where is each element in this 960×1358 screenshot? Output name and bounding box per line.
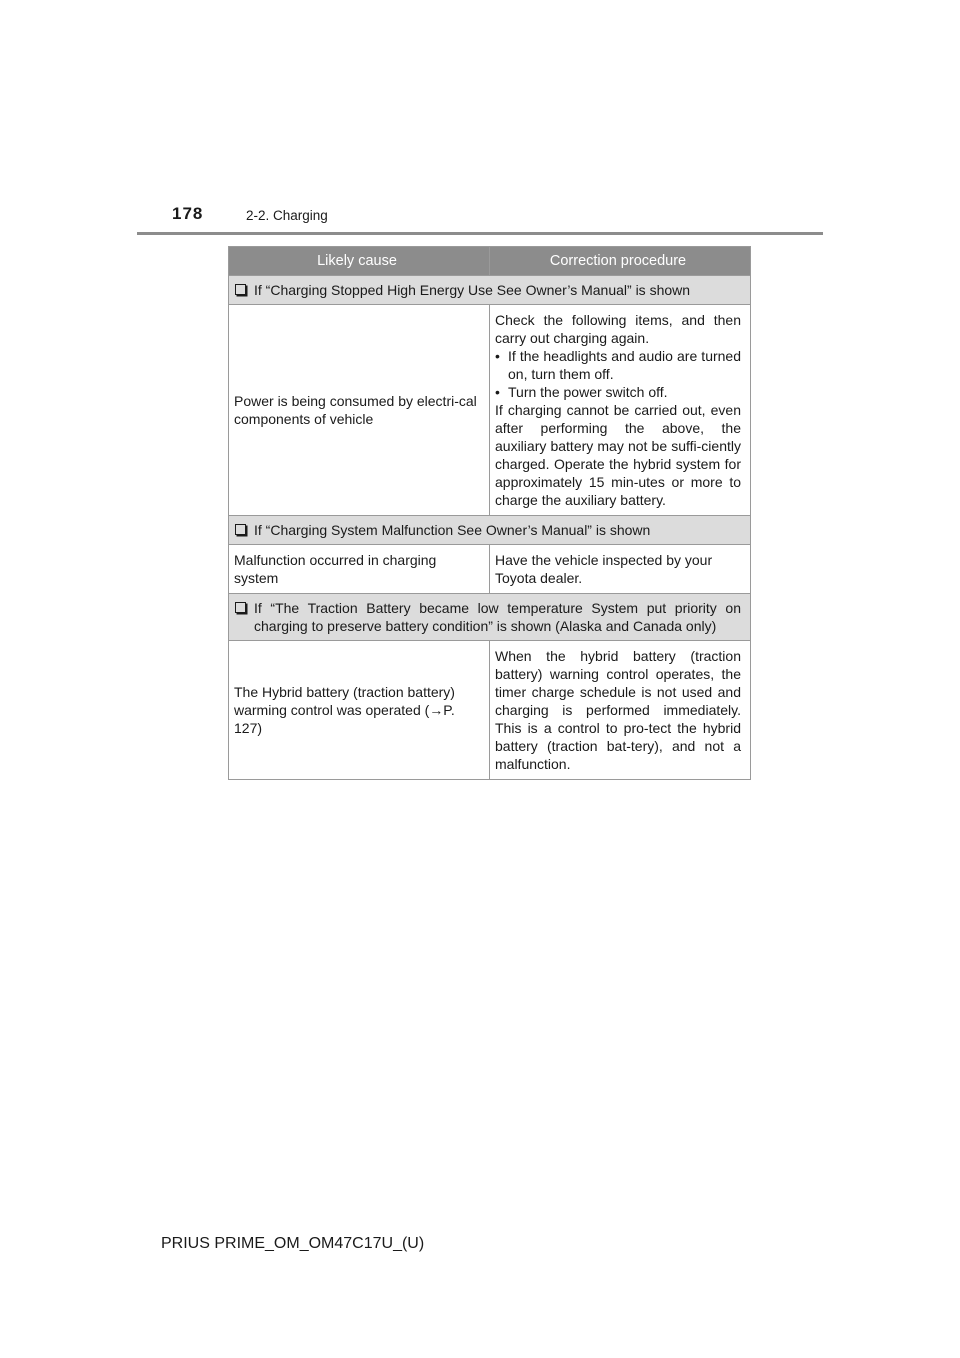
procedure-bullet bbox=[495, 383, 741, 401]
likely-cause-cell: Malfunction occurred in charging system bbox=[229, 545, 490, 594]
checkbox-square-icon bbox=[235, 284, 246, 295]
section-title-text: If “Charging Stopped High Energy Use See Owner’s Manual” is shown bbox=[254, 282, 691, 298]
bullet-text: Turn the power switch off. bbox=[508, 384, 668, 400]
bullet-dot-icon: • bbox=[495, 348, 500, 364]
procedure-intro: Check the following items, and then carry out charging again. bbox=[495, 312, 741, 346]
column-header-likely-cause: Likely cause bbox=[229, 247, 490, 276]
table-row bbox=[229, 641, 751, 780]
correction-procedure-cell: Have the vehicle inspected by your Toyota dealer. bbox=[490, 545, 751, 594]
page-number: 178 bbox=[172, 204, 204, 223]
section-title: 2-2. Charging bbox=[246, 208, 328, 223]
section-title-text: If “Charging System Malfunction See Owner’s Manual” is shown bbox=[254, 522, 651, 538]
correction-procedure-cell bbox=[490, 305, 751, 516]
table-row bbox=[229, 545, 751, 594]
correction-procedure-cell: When the hybrid battery (traction battery) warning control operates, the timer charge schedule is not used and charging is performed immediately. This is a control to pro-tect the hybrid battery (traction bat-tery), and not a malfunction. bbox=[490, 641, 751, 780]
likely-cause-cell: Power is being consumed by electri-cal components of vehicle bbox=[229, 305, 490, 516]
header-rule bbox=[137, 232, 823, 235]
section-header-row bbox=[229, 516, 751, 545]
procedure-followup: If charging cannot be carried out, even after performing the above, the auxiliary battery may not be suffi-ciently charged. Operate the hybrid system for approximately 15 min-utes or more to charge the auxiliary battery. bbox=[495, 402, 741, 508]
section-header-row bbox=[229, 594, 751, 641]
table-header-row bbox=[229, 247, 751, 276]
column-header-correction-procedure: Correction procedure bbox=[490, 247, 751, 276]
section-header-row bbox=[229, 276, 751, 305]
bullet-text: If the headlights and audio are turned on, turn them off. bbox=[508, 348, 741, 382]
bullet-dot-icon: • bbox=[495, 384, 500, 400]
troubleshooting-table bbox=[228, 246, 751, 780]
section-title-text: If “The Traction Battery became low temperature System put priority on charging to preserve battery condition” is shown (Alaska and Canada only) bbox=[254, 600, 741, 634]
checkbox-square-icon bbox=[235, 524, 246, 535]
procedure-bullet bbox=[495, 347, 741, 383]
checkbox-square-icon bbox=[235, 602, 246, 613]
likely-cause-cell: The Hybrid battery (traction battery) warming control was operated (→P. 127) bbox=[229, 641, 490, 780]
footer-doc-code: PRIUS PRIME_OM_OM47C17U_(U) bbox=[161, 1235, 425, 1252]
table-row bbox=[229, 305, 751, 516]
